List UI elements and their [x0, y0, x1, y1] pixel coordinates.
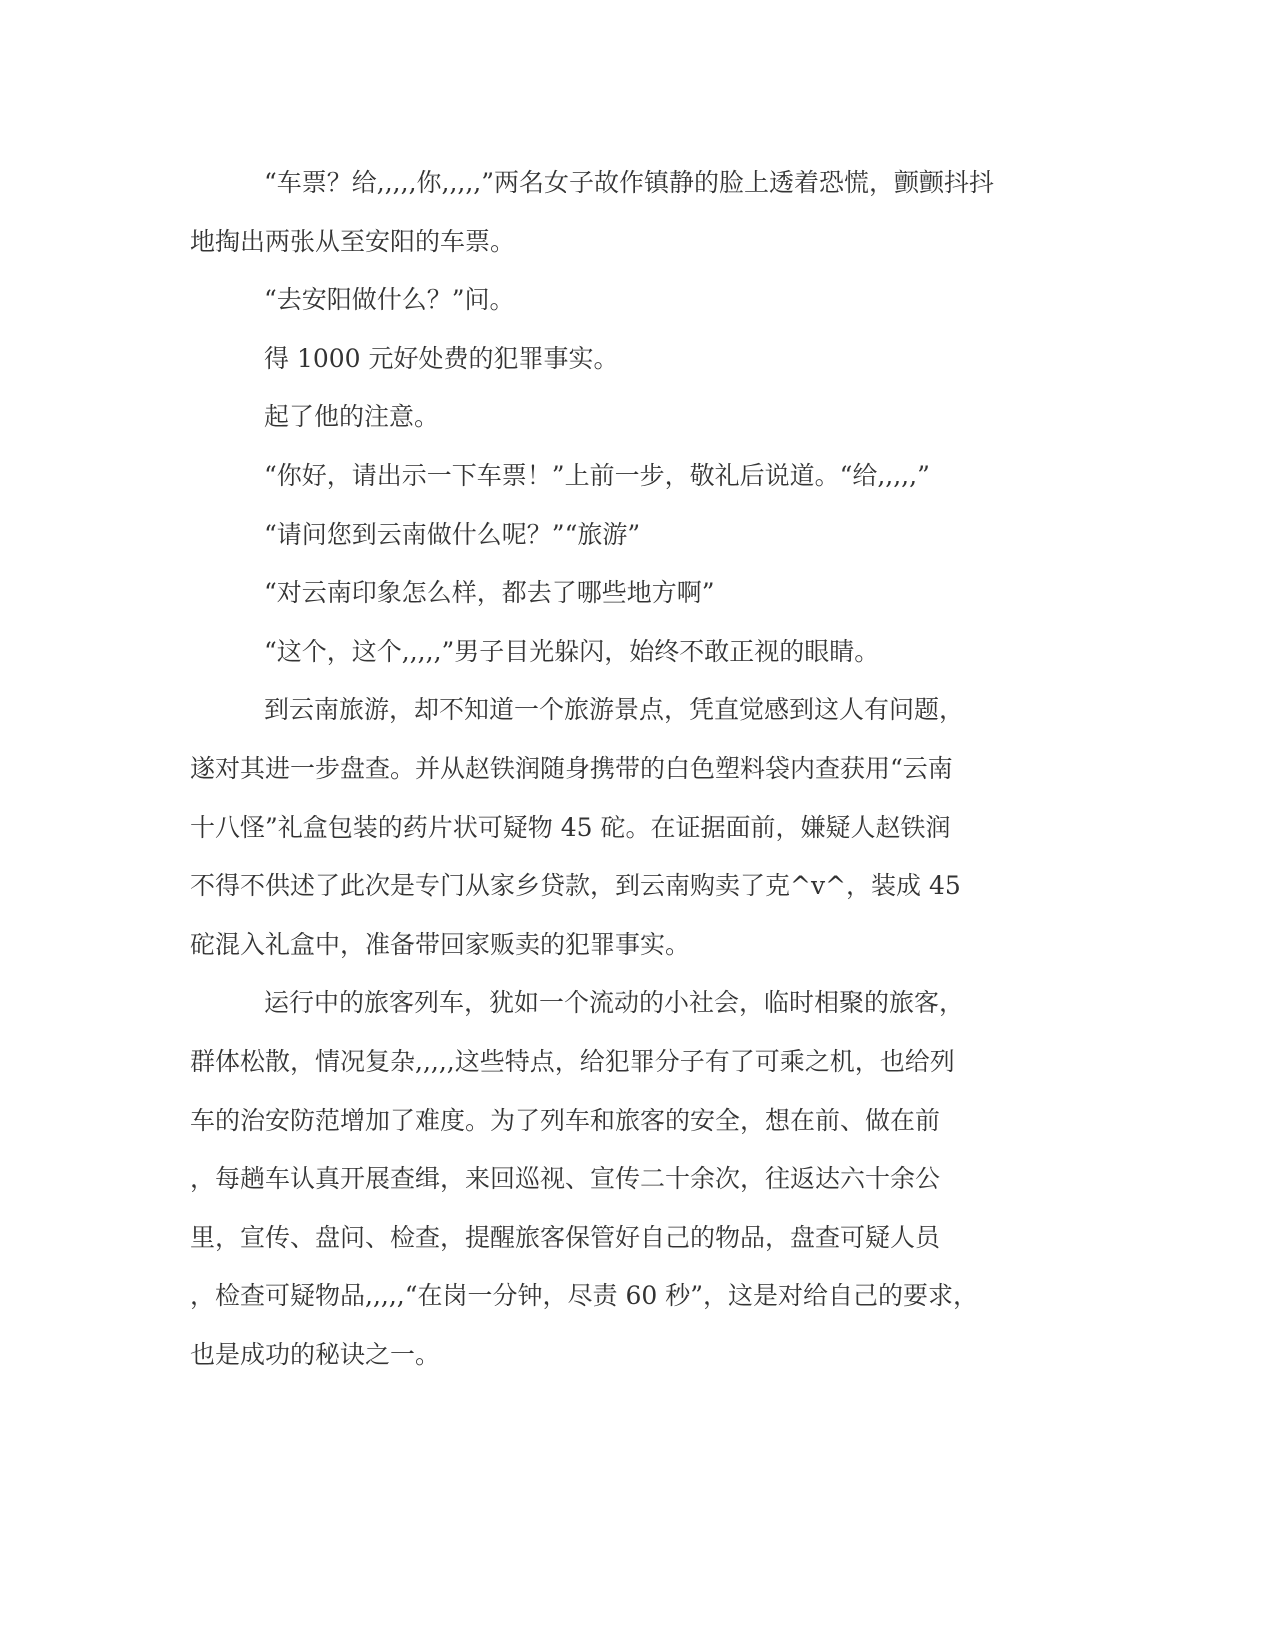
text-line: 运行中的旅客列车，犹如一个流动的小社会，临时相聚的旅客， [264, 988, 965, 1017]
text-line: 车的治安防范增加了难度。为了列车和旅客的安全，想在前、做在前 [190, 1106, 941, 1135]
text-line: “对云南印象怎么样，都去了哪些地方啊” [264, 578, 715, 607]
text-line: ，每趟车认真开展查缉，来回巡视、宣传二十余次，往返达六十余公 [190, 1164, 941, 1193]
text-line: “请问您到云南做什么呢？”“旅游” [264, 520, 641, 549]
text-line: “这个，这个,,,,,”男子目光躲闪，始终不敢正视的眼睛。 [264, 637, 880, 666]
text-line: 地掏出两张从至安阳的车票。 [190, 227, 516, 256]
text-line: 砣混入礼盒中，准备带回家贩卖的犯罪事实。 [190, 930, 691, 959]
text-line: 起了他的注意。 [264, 402, 440, 431]
text-line: 里，宣传、盘问、检查，提醒旅客保管好自己的物品，盘查可疑人员 [190, 1223, 941, 1252]
text-line: 不得不供述了此次是专门从家乡贷款，到云南购卖了克^v^，装成 45 [190, 871, 961, 900]
text-line: 十八怪”礼盒包装的药片状可疑物 45 砣。在证据面前，嫌疑人赵铁润 [190, 813, 951, 842]
text-line: 到云南旅游，却不知道一个旅游景点，凭直觉感到这人有问题， [264, 695, 965, 724]
text-line: 也是成功的秘诀之一。 [190, 1340, 441, 1369]
text-line: 得 1000 元好处费的犯罪事实。 [264, 344, 619, 373]
text-line: “车票？给,,,,,你,,,,,”两名女子故作镇静的脸上透着恐慌，颤颤抖抖 [264, 168, 995, 197]
text-line: ，检查可疑物品,,,,,“在岗一分钟，尽责 60 秒”，这是对给自己的要求， [190, 1281, 979, 1310]
text-line: “去安阳做什么？”问。 [264, 285, 515, 314]
text-line: 群体松散，情况复杂,,,,,这些特点，给犯罪分子有了可乘之机，也给列 [190, 1047, 955, 1076]
text-line: 遂对其进一步盘查。并从赵铁润随身携带的白色塑料袋内查获用“云南 [190, 754, 953, 783]
text-line: “你好，请出示一下车票！”上前一步，敬礼后说道。“给,,,,,” [264, 461, 930, 490]
